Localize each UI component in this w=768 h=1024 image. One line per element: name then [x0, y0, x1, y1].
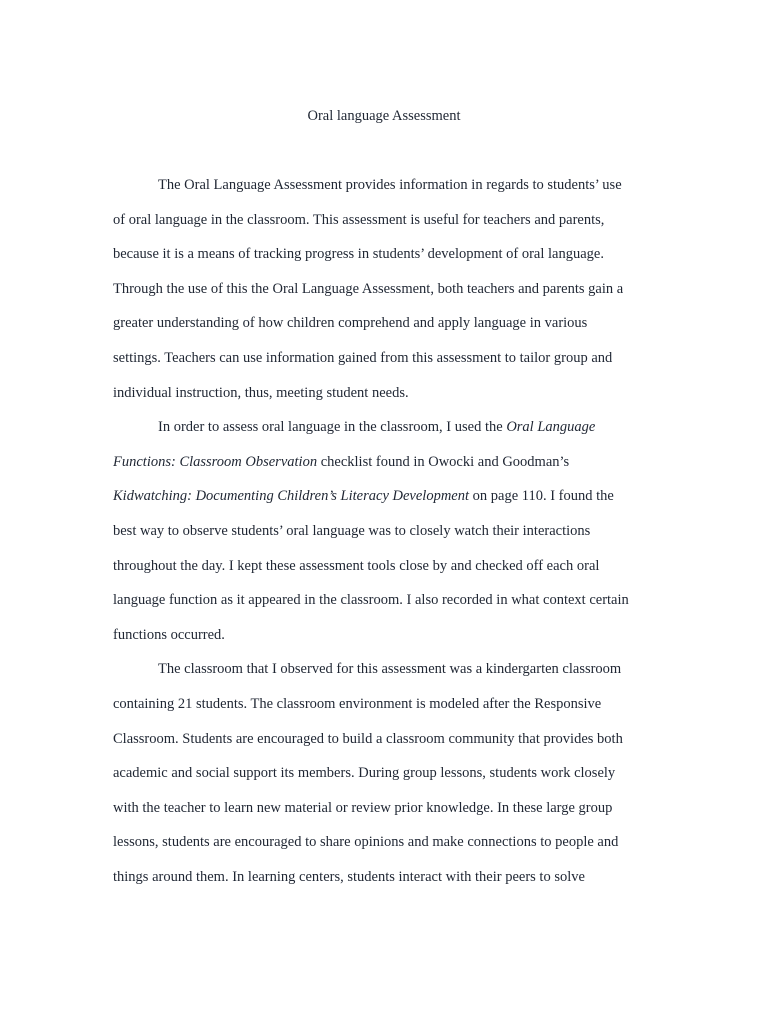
paragraph-3-line-2 — [113, 694, 653, 729]
text-run: Through the use of this the Oral Language Assessment, both teachers and parents gain a — [113, 280, 624, 297]
document-body — [113, 175, 653, 901]
text-run: checklist found in Owocki and Goodman’s — [317, 453, 570, 470]
paragraph-1-line-4 — [113, 279, 653, 314]
paragraph-1-line-5 — [113, 313, 653, 348]
paragraph-2-line-2 — [113, 452, 653, 487]
paragraph-3-line-3 — [113, 729, 653, 764]
italic-title-run: Oral Language — [506, 419, 596, 436]
text-run: of oral language in the classroom. This assessment is useful for teachers and parents, — [113, 211, 605, 228]
text-run: settings. Teachers can use information gained from this assessment to tailor group and — [113, 349, 613, 366]
text-run: containing 21 students. The classroom environment is modeled after the Responsive — [113, 695, 602, 712]
text-run: language function as it appeared in the classroom. I also recorded in what context certain — [113, 592, 629, 609]
paragraph-1-line-3 — [113, 244, 653, 279]
text-run: The classroom that I observed for this assessment was a kindergarten classroom — [158, 661, 622, 678]
text-run: In order to assess oral language in the classroom, I used the — [158, 419, 507, 436]
paragraph-2-line-5 — [113, 556, 653, 591]
text-run: academic and social support its members. During group lessons, students work closely — [113, 765, 616, 782]
paragraph-3-line-4 — [113, 763, 653, 798]
paragraph-2-line-1 — [113, 417, 653, 452]
italic-title-run: Functions: Classroom Observation — [113, 453, 318, 470]
text-run: throughout the day. I kept these assessment tools close by and checked off each oral — [113, 557, 600, 574]
paragraph-3-line-5 — [113, 798, 653, 833]
text-run: The Oral Language Assessment provides information in regards to students’ use — [158, 177, 622, 193]
paragraph-2-line-7 — [113, 625, 653, 660]
text-run: with the teacher to learn new material or review prior knowledge. In these large group — [113, 799, 613, 816]
text-run: lessons, students are encouraged to share opinions and make connections to people and — [113, 834, 619, 851]
paragraph-1-line-6 — [113, 348, 653, 383]
text-run: individual instruction, thus, meeting student needs. — [113, 384, 409, 401]
text-run: functions occurred. — [113, 626, 225, 643]
paragraph-3-line-1 — [113, 659, 653, 694]
document-title: Oral language Assessment — [307, 108, 461, 124]
paragraph-3-line-6 — [113, 832, 653, 867]
text-run: because it is a means of tracking progress in students’ development of oral language. — [113, 246, 604, 263]
paragraph-2-line-4 — [113, 521, 653, 556]
text-run: things around them. In learning centers, students interact with their peers to solve — [113, 868, 585, 885]
paragraph-2-line-3 — [113, 486, 653, 521]
text-run: Classroom. Students are encouraged to build a classroom community that provides both — [113, 730, 623, 747]
text-run: greater understanding of how children comprehend and apply language in various — [113, 315, 588, 332]
text-run: best way to observe students’ oral language was to closely watch their interactions — [113, 522, 591, 539]
paragraph-3-line-7 — [113, 867, 653, 902]
paragraph-2-line-6 — [113, 590, 653, 625]
paragraph-1-line-7 — [113, 383, 653, 418]
paragraph-1-line-1 — [113, 175, 653, 210]
paragraph-1-line-2 — [113, 210, 653, 245]
text-run: on page 110. I found the — [469, 488, 614, 505]
italic-title-run: Kidwatching: Documenting Children’s Literacy Development — [113, 488, 470, 505]
